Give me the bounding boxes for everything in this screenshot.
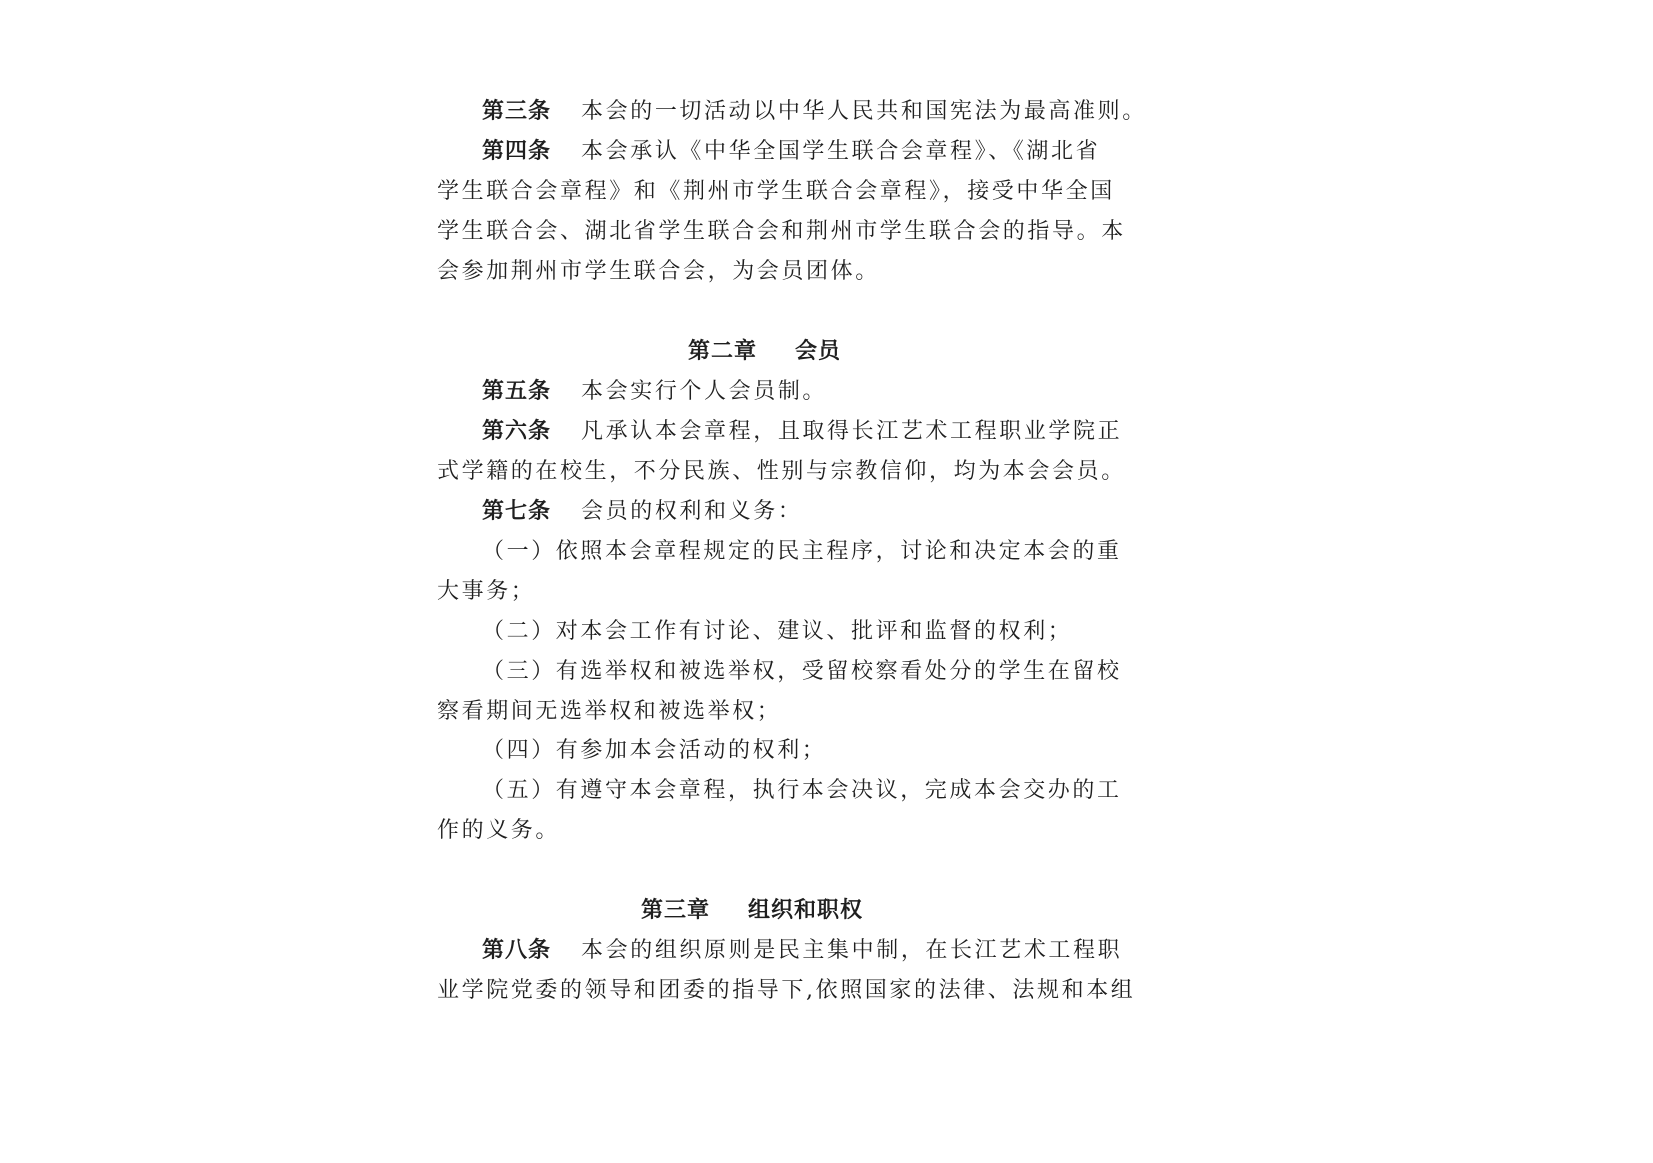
chapter-2-number: 第二章 <box>688 339 758 364</box>
chapter-2-heading <box>688 337 841 367</box>
chapter-3-title: 组织和职权 <box>748 898 864 923</box>
article-7-item-3-line-2: 察看期间无选举权和被选举权； <box>437 699 782 724</box>
article-7-item-1-line-1: （一）依照本会章程规定的民主程序，讨论和决定本会的重 <box>482 539 1122 564</box>
article-7-text: 会员的权利和义务： <box>581 499 803 524</box>
article-4-label: 第四条 <box>482 139 552 164</box>
article-7-item-4: （四）有参加本会活动的权利； <box>482 738 827 763</box>
article-4-line-4: 会参加荆州市学生联合会，为会员团体。 <box>437 259 880 284</box>
article-5-text: 本会实行个人会员制。 <box>581 379 828 404</box>
article-4-line-1 <box>482 137 1100 167</box>
article-4-line-3: 学生联合会、湖北省学生联合会和荆州市学生联合会的指导。本 <box>437 219 1126 244</box>
article-7-item-3-line-1: （三）有选举权和被选举权，受留校察看处分的学生在留校 <box>482 659 1122 684</box>
article-7-item-2: （二）对本会工作有讨论、建议、批评和监督的权利； <box>482 619 1073 644</box>
article-6-line-1 <box>482 417 1122 447</box>
article-3 <box>482 97 1147 127</box>
article-7-item-5-line-2: 作的义务。 <box>437 818 561 843</box>
article-4-text-1: 本会承认《中华全国学生联合会章程》、《湖北省 <box>581 139 1101 164</box>
chapter-3-number: 第三章 <box>641 898 711 923</box>
article-7 <box>482 497 802 527</box>
article-7-label: 第七条 <box>482 499 552 524</box>
article-6-text-1: 凡承认本会章程，且取得长江艺术工程职业学院正 <box>581 419 1123 444</box>
article-6-label: 第六条 <box>482 419 552 444</box>
article-5-label: 第五条 <box>482 379 552 404</box>
article-6-line-2: 式学籍的在校生，不分民族、性别与宗教信仰，均为本会会员。 <box>437 459 1126 484</box>
article-7-item-5-line-1: （五）有遵守本会章程，执行本会决议，完成本会交办的工 <box>482 778 1122 803</box>
article-8-label: 第八条 <box>482 938 552 963</box>
article-5 <box>482 377 827 407</box>
article-3-label: 第三条 <box>482 99 552 124</box>
article-7-item-1-line-2: 大事务； <box>437 579 536 604</box>
article-4-line-2: 学生联合会章程》和《荆州市学生联合会章程》，接受中华全国 <box>437 179 1115 204</box>
article-3-text: 本会的一切活动以中华人民共和国宪法为最高准则。 <box>581 99 1147 124</box>
chapter-3-heading <box>641 896 863 926</box>
article-8-line-2: 业学院党委的领导和团委的指导下,依照国家的法律、法规和本组 <box>437 978 1136 1003</box>
chapter-2-title: 会员 <box>795 339 842 364</box>
article-8-line-1 <box>482 936 1122 966</box>
article-8-text-1: 本会的组织原则是民主集中制，在长江艺术工程职 <box>581 938 1123 963</box>
